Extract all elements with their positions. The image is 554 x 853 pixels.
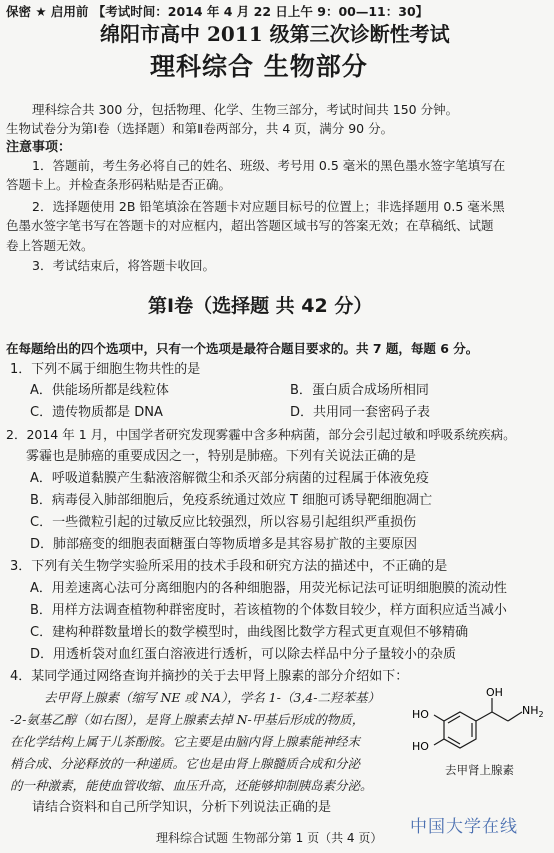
q1-option-b: B．蛋白质合成场所相同 (290, 383, 429, 398)
q4-passage-line-1: 去甲肾上腺素（缩写 NE 或 NA），学名 1-（3,4-二羟苯基） (44, 690, 380, 705)
q2-option-a: A．呼吸道黏膜产生黏液溶解微尘和杀灭部分病菌的过程属于体液免疫 (30, 471, 429, 486)
question-3-stem: 3．下列有关生物学实验所采用的技术手段和研究方法的描述中，不正确的是 (10, 559, 448, 574)
notes-title: 注意事项： (6, 140, 72, 155)
q1-option-d: D．共用同一套密码子表 (290, 405, 431, 420)
q1-option-c: C．遗传物质都是 DNA (30, 405, 163, 420)
q4-passage-line-4: 梢合成、分泌释放的一种递质。它也是由肾上腺髓质合成和分泌 (10, 756, 361, 771)
q2-option-c: C．一些微粒引起的过敏反应比较强烈，所以容易引起组织严重损伤 (30, 515, 417, 530)
q1-option-a: A．供能场所都是线粒体 (30, 383, 169, 398)
question-2-stem-1: 2．2014 年 1 月，中国学者研究发现雾霾中含多种病菌，部分会引起过敏和呼吸系统疾病。 (6, 427, 516, 442)
benzene-ring (444, 712, 476, 748)
ho-label-top: HO (412, 708, 429, 721)
intro-line-2: 生物试卷分为第Ⅰ卷（选择题）和第Ⅱ卷两部分，共 4 页，满分 90 分。 (6, 121, 394, 136)
q2-option-b: B．病毒侵入肺部细胞后，免疫系统通过效应 T 细胞可诱导靶细胞凋亡 (30, 493, 433, 508)
section-instructions: 在每题给出的四个选项中，只有一个选项是最符合题目要求的。共 7 题，每题 6 分。 (6, 341, 479, 356)
note-line-6: 3．考试结束后，将答题卡收回。 (32, 258, 215, 273)
subject-title: 理科综合 生物部分 (150, 52, 368, 81)
note-line-1: 1．答题前，考生务必将自己的姓名、班级、考号用 0.5 毫米的黑色墨水签字笔填写在 (32, 158, 506, 173)
note-line-3: 2．选择题使用 2B 铅笔填涂在答题卡对应题目标号的位置上；非选择题用 0.5 毫米黑 (32, 199, 505, 214)
structure-caption: 去甲肾上腺素 (445, 763, 514, 777)
q3-option-b: B．用样方法调查植物种群密度时，若该植物的个体数目较少，样方面积应适当减小 (30, 603, 507, 618)
norepinephrine-structure (412, 688, 552, 768)
q4-passage-line-5: 的一种激素，能使血管收缩、血压升高，还能够抑制胰岛素分泌。 (10, 778, 373, 793)
note-line-4: 色墨水签字笔书写在答题卡的对应框内，超出答题区域书写的答案无效；在草稿纸、试题 (6, 218, 494, 233)
intro-line-1: 理科综合共 300 分，包括物理、化学、生物三部分，考试时间共 150 分钟。 (32, 102, 459, 117)
page-footer: 理科综合试题 生物部分第 1 页（共 4 页） (156, 831, 383, 845)
q4-passage-line-2: -2-氨基乙醇（如右图），是肾上腺素去掉 N-甲基后形成的物质， (10, 712, 365, 727)
ho-label-bottom: HO (412, 740, 429, 753)
q4-passage-line-3: 在化学结构上属于儿茶酚胺。它主要是由脑内肾上腺素能神经末 (10, 734, 361, 749)
question-2-stem-2: 雾霾也是肺癌的重要成因之一，特别是肺癌。下列有关说法正确的是 (26, 449, 417, 464)
section-title: 第Ⅰ卷（选择题 共 42 分） (148, 295, 373, 317)
question-4-stem: 4．某同学通过网络查询并摘抄的关于去甲肾上腺素的部分介绍如下： (10, 669, 409, 684)
q2-option-d: D．肺部癌变的细胞表面糖蛋白等物质增多是其容易扩散的主要原因 (30, 537, 418, 552)
q3-option-d: D．用透析袋对血红蛋白溶液进行透析，可以除去样品中分子量较小的杂质 (30, 647, 457, 662)
exam-title: 绵阳市高中 2011 级第三次诊断性考试 (100, 22, 450, 46)
exam-time-header: 保密 ★ 启用前 【考试时间：2014 年 4 月 22 日上午 9：00—11：30】 (6, 4, 429, 19)
q3-option-a: A．用差速离心法可分离细胞内的各种细胞器，用荧光标记法可证明细胞膜的流动性 (30, 581, 507, 596)
nh2-label: $NH_2$ (522, 704, 544, 719)
watermark: 中国大学在线 (410, 817, 518, 837)
note-line-2: 答题卡上。并检查条形码粘贴是否正确。 (6, 177, 232, 192)
note-line-5: 卷上答题无效。 (6, 238, 94, 253)
q3-option-c: C．建构种群数量增长的数学模型时，曲线图比数学方程式更直观但不够精确 (30, 625, 469, 640)
oh-label: OH (486, 688, 503, 699)
q4-tail: 请结合资料和自己所学知识，分析下列说法正确的是 (32, 800, 332, 815)
question-1-stem: 1．下列不属于细胞生物共性的是 (10, 362, 201, 377)
